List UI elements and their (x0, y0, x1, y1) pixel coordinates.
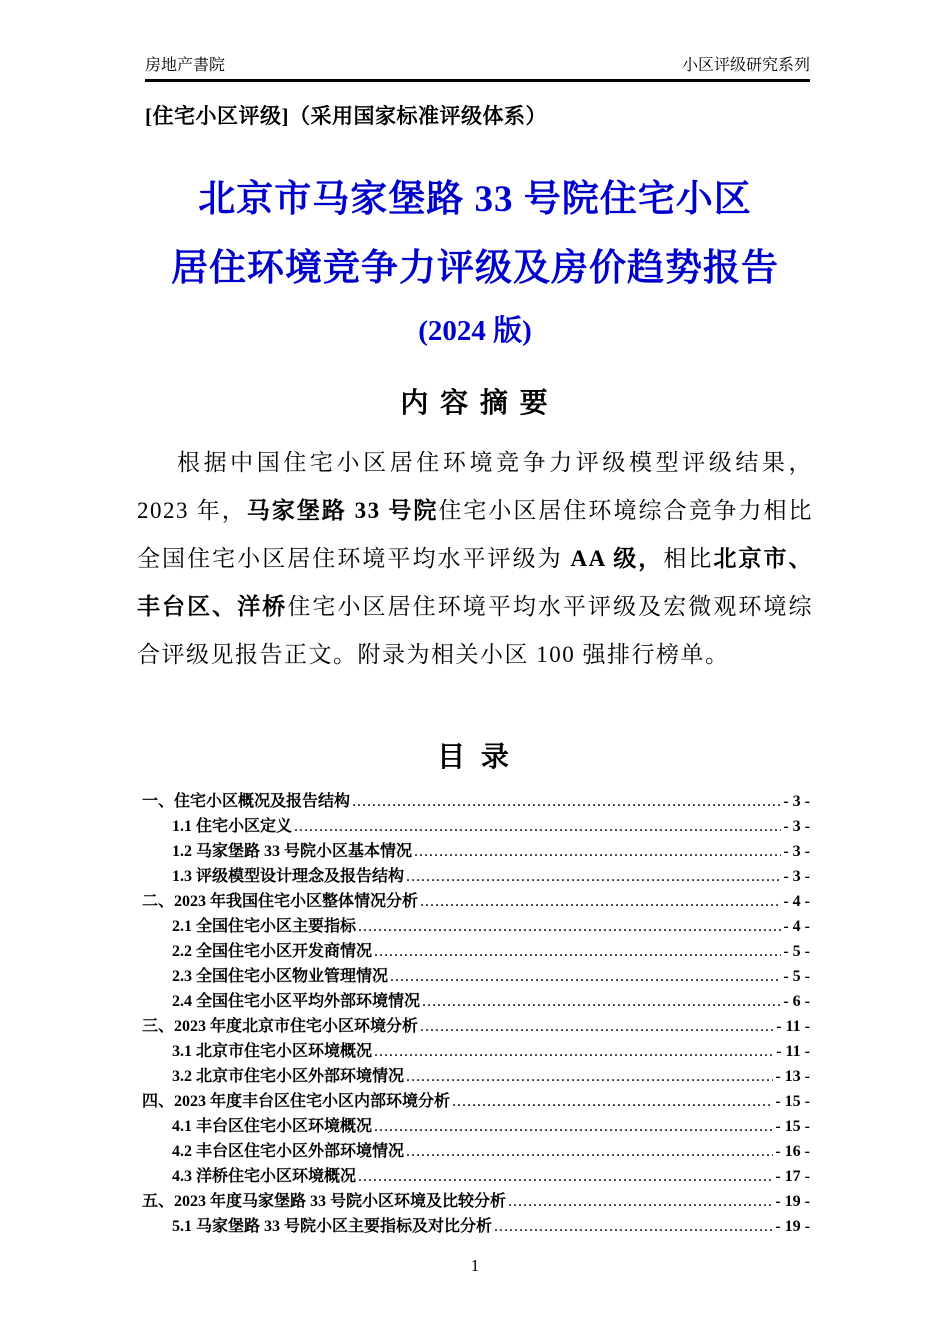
summary-segment-bold: 北京市、丰台区、洋桥 (137, 546, 814, 620)
toc-entry-label: 四、2023 年度丰台区住宅小区内部环境分析 (142, 1093, 451, 1111)
toc-entry-label: 4.2 丰台区住宅小区外部环境情况 (172, 1143, 405, 1161)
toc-entry-2[interactable] (142, 889, 810, 914)
dot-leader (422, 989, 781, 1014)
toc-page-number: - 4 - (783, 918, 810, 936)
dot-leader (374, 939, 781, 964)
toc-entry-4-3[interactable] (142, 1164, 810, 1189)
toc-entry-3[interactable] (142, 1014, 810, 1039)
toc-entry-4[interactable] (142, 1089, 810, 1114)
toc-entry-label: 5.1 马家堡路 33 号院小区主要指标及对比分析 (172, 1218, 493, 1236)
toc-entry-3-1[interactable] (142, 1039, 810, 1064)
toc-entry-1-3[interactable] (142, 864, 810, 889)
toc-entry-5[interactable] (142, 1189, 810, 1214)
publisher-name: 房地产書院 (145, 57, 226, 74)
toc-entry-5-1[interactable] (142, 1214, 810, 1239)
toc-entry-label: 1.3 评级模型设计理念及报告结构 (172, 868, 405, 886)
toc-entry-2-4[interactable] (142, 989, 810, 1014)
toc-entry-label: 2.3 全国住宅小区物业管理情况 (172, 968, 389, 986)
toc-entry-label: 一、住宅小区概况及报告结构 (142, 793, 351, 811)
summary-paragraph (137, 439, 813, 679)
toc-entry-label: 2.4 全国住宅小区平均外部环境情况 (172, 993, 421, 1011)
toc-page-number: - 15 - (775, 1093, 810, 1111)
toc-page-number: - 17 - (775, 1168, 810, 1186)
toc-entry-label: 4.3 洋桥住宅小区环境概况 (172, 1168, 357, 1186)
report-title-line-1: 北京市马家堡路 33 号院住宅小区 (198, 179, 752, 221)
dot-leader (494, 1214, 773, 1239)
dot-leader (406, 1139, 773, 1164)
toc-entry-label: 1.2 马家堡路 33 号院小区基本情况 (172, 843, 413, 861)
dot-leader (406, 864, 781, 889)
toc-heading: 目 录 (437, 741, 513, 773)
report-version: (2024 版) (418, 314, 532, 347)
toc-page-number: - 3 - (783, 793, 810, 811)
toc-page-number: - 3 - (783, 868, 810, 886)
toc-entry-label: 3.1 北京市住宅小区环境概况 (172, 1043, 373, 1061)
dot-leader (508, 1189, 773, 1214)
toc-entry-label: 1.1 住宅小区定义 (172, 818, 293, 836)
dot-leader (374, 1114, 773, 1139)
dot-leader (406, 1064, 773, 1089)
toc-page-number: - 3 - (783, 843, 810, 861)
toc-entry-label: 二、2023 年我国住宅小区整体情况分析 (142, 893, 419, 911)
toc-page-number: - 15 - (775, 1118, 810, 1136)
toc-entry-2-3[interactable] (142, 964, 810, 989)
toc-entry-1-1[interactable] (142, 814, 810, 839)
toc-entry-label: 3.2 北京市住宅小区外部环境情况 (172, 1068, 405, 1086)
dot-leader (420, 889, 781, 914)
summary-segment: 住宅小区居住环境平均水平评级及宏微观环境综合评级见报告正文。附录为相关小区 100 强排行榜单。 (137, 594, 814, 668)
toc-entry-label: 三、2023 年度北京市住宅小区环境分析 (142, 1018, 419, 1036)
toc-entry-label: 五、2023 年度马家堡路 33 号院小区环境及比较分析 (142, 1193, 507, 1211)
toc-page-number: - 6 - (783, 993, 810, 1011)
toc-page-number: - 19 - (775, 1193, 810, 1211)
report-title-line-2: 居住环境竞争力评级及房价趋势报告 (171, 247, 779, 289)
toc-page-number: - 19 - (775, 1218, 810, 1236)
page-number-footer: 1 (470, 1256, 480, 1275)
toc-entry-2-2[interactable] (142, 939, 810, 964)
summary-segment-bold: 马家堡路 33 号院 (246, 498, 439, 524)
summary-segment: 根据中国住宅小区居住环境竞争力评级模型评级结果，2023 年， (137, 450, 813, 524)
toc-page-number: - 16 - (775, 1143, 810, 1161)
toc-entry-label: 2.2 全国住宅小区开发商情况 (172, 943, 373, 961)
dot-leader (420, 1014, 774, 1039)
toc-entry-2-1[interactable] (142, 914, 810, 939)
toc-entry-1[interactable] (142, 789, 810, 814)
toc-entry-1-2[interactable] (142, 839, 810, 864)
summary-heading: 内 容 摘 要 (400, 387, 550, 419)
dot-leader (352, 789, 781, 814)
dot-leader (452, 1089, 773, 1114)
dot-leader (414, 839, 781, 864)
toc-page-number: - 11 - (776, 1018, 810, 1036)
running-header (145, 56, 810, 82)
dot-leader (390, 964, 781, 989)
toc-entry-3-2[interactable] (142, 1064, 810, 1089)
toc-page-number: - 11 - (776, 1043, 810, 1061)
summary-segment: 住宅小区居住环境综合竞争力相比全国住宅小区居住环境平均水平评级为 (137, 498, 814, 572)
toc-entry-label: 4.1 丰台区住宅小区环境概况 (172, 1118, 373, 1136)
toc-page-number: - 13 - (775, 1068, 810, 1086)
rating-system-label: [住宅小区评级]（采用国家标准评级体系） (145, 104, 547, 129)
summary-segment-bold: AA 级， (570, 546, 664, 572)
toc-page-number: - 3 - (783, 818, 810, 836)
dot-leader (358, 914, 781, 939)
toc-entry-4-1[interactable] (142, 1114, 810, 1139)
toc-page-number: - 5 - (783, 968, 810, 986)
dot-leader (358, 1164, 773, 1189)
toc-page-number: - 4 - (783, 893, 810, 911)
table-of-contents (142, 789, 810, 1239)
summary-segment: 相比 (663, 546, 714, 572)
series-name: 小区评级研究系列 (681, 57, 810, 74)
toc-page-number: - 5 - (783, 943, 810, 961)
dot-leader (294, 814, 781, 839)
dot-leader (374, 1039, 774, 1064)
toc-entry-label: 2.1 全国住宅小区主要指标 (172, 918, 357, 936)
toc-entry-4-2[interactable] (142, 1139, 810, 1164)
report-title-block (0, 180, 950, 347)
